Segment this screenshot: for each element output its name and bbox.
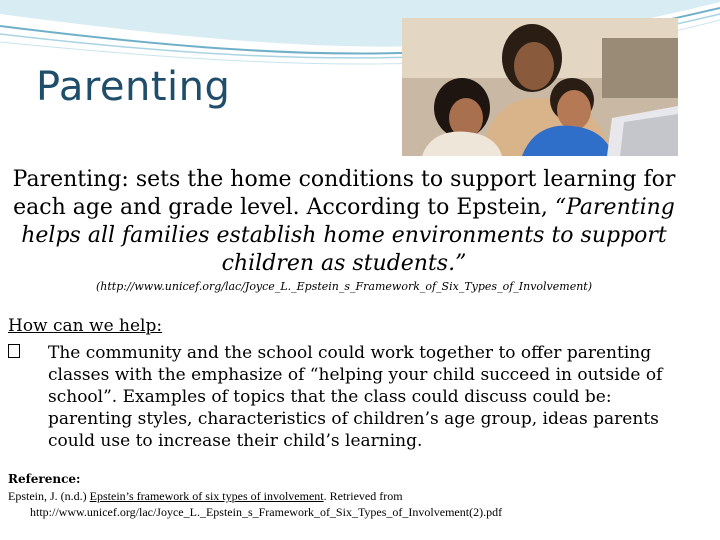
- reference-text: [8, 488, 708, 520]
- slide-title: Parenting: [36, 64, 231, 110]
- reference-url: http://www.unicef.org/lac/Joyce_L._Epstein_s_Framework_of_Six_Types_of_Involvement(2).pdf: [30, 505, 503, 519]
- intro-quote: “Parenting helps all families establish home environments to support children as students.”: [21, 195, 675, 276]
- reference-work-title: Epstein’s framework of six types of involvement: [89, 489, 324, 503]
- source-citation: (http://www.unicef.org/lac/Joyce_L._Epstein_s_Framework_of_Six_Types_of_Involvement): [95, 280, 593, 293]
- reference-heading: Reference:: [8, 472, 81, 486]
- family-photo: [402, 18, 678, 156]
- reference-suffix: . Retrieved from: [323, 489, 403, 503]
- intro-paragraph: [8, 166, 680, 278]
- reference-prefix: Epstein, J. (n.d.): [8, 489, 90, 503]
- intro-lead: Parenting: sets the home conditions to support learning for each age and grade level. According to Epstein,: [12, 167, 676, 220]
- help-heading: How can we help:: [8, 316, 163, 336]
- square-bullet-icon: [8, 344, 20, 358]
- bullet-item: The community and the school could work together to offer parenting classes with the emphasize of “helping your child succeed in outside of school”. Examples of topics that the class could discuss could be: parenting styles, characteristics of children’s age group, ideas parents could use to increase their child’s learning.: [48, 343, 663, 451]
